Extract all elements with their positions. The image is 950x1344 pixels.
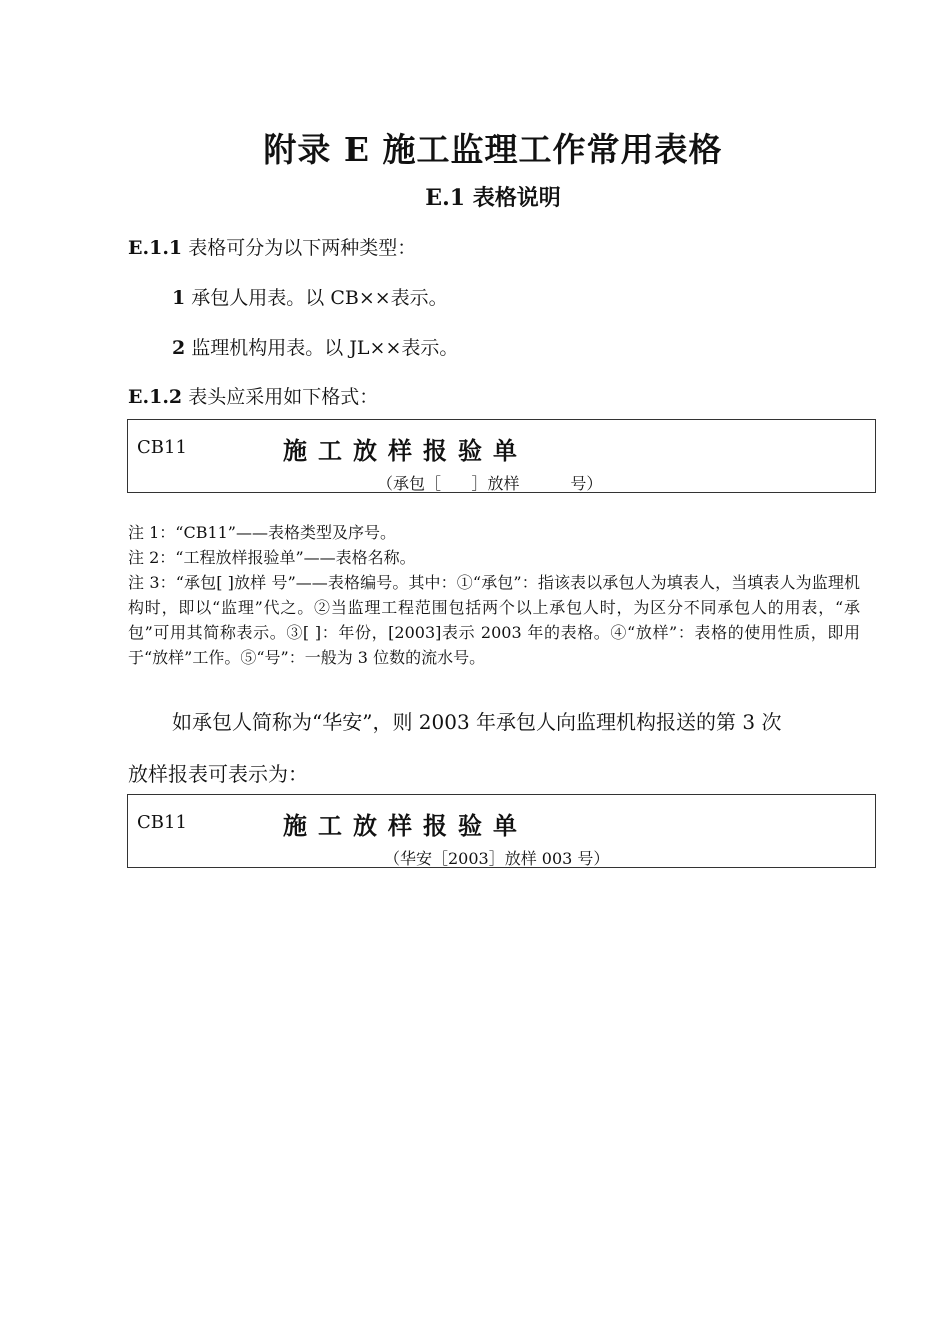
clause-number: E.1.1 <box>128 237 183 259</box>
clause-text: 表格可分为以下两种类型： <box>182 237 417 259</box>
form-code: CB11 <box>137 437 187 458</box>
form-number: （承包［ ］放样 号） <box>377 474 603 493</box>
notes <box>128 520 860 670</box>
item-text: 监理机构用表。以 JL××表示。 <box>185 337 459 359</box>
list-item-1 <box>172 283 448 310</box>
clause-e-1-2 <box>128 382 378 409</box>
form-name: 施工放样报验单 <box>283 811 528 840</box>
header-format-box <box>127 419 876 493</box>
item-text: 承包人用表。以 CB××表示。 <box>185 287 448 309</box>
document-title: 附录 E 施工监理工作常用表格 <box>263 130 723 169</box>
example-paragraph-line-1: 如承包人简称为“华安”，则 2003 年承包人向监理机构报送的第 3 次 <box>172 710 782 734</box>
item-number: 1 <box>172 287 186 309</box>
note-2: 注 2：“工程放样报验单”——表格名称。 <box>128 548 416 567</box>
note-1: 注 1：“CB11”——表格类型及序号。 <box>128 523 396 542</box>
note-3: 注 3：“承包[ ]放样 号”——表格编号。其中：①“承包”：指该表以承包人为填表人，当填表人为监理机构时，即以“监理”代之。②当监理工程范围包括两个以上承包人时，为区分不同承包人的用表，“承包”可用其简称表示。③[ ]：年份，[2003]表示 2003 年的表格。④“放样”：表格的使用性质，即用于“放样”工作。⑤“号”：一般为 3 位数的流水号。 <box>128 573 860 667</box>
section-heading: E.1 表格说明 <box>425 185 561 211</box>
clause-number: E.1.2 <box>128 386 183 408</box>
list-item-2 <box>172 333 458 360</box>
clause-e-1-1 <box>128 233 416 260</box>
example-header-box <box>127 794 876 868</box>
example-paragraph-line-2: 放样报表可表示为： <box>128 762 308 786</box>
clause-text: 表头应采用如下格式： <box>182 386 379 408</box>
form-number: （华安［2003］放样 003 号） <box>384 849 610 868</box>
item-number: 2 <box>172 337 186 359</box>
form-code: CB11 <box>137 812 187 833</box>
form-name: 施工放样报验单 <box>283 436 528 465</box>
